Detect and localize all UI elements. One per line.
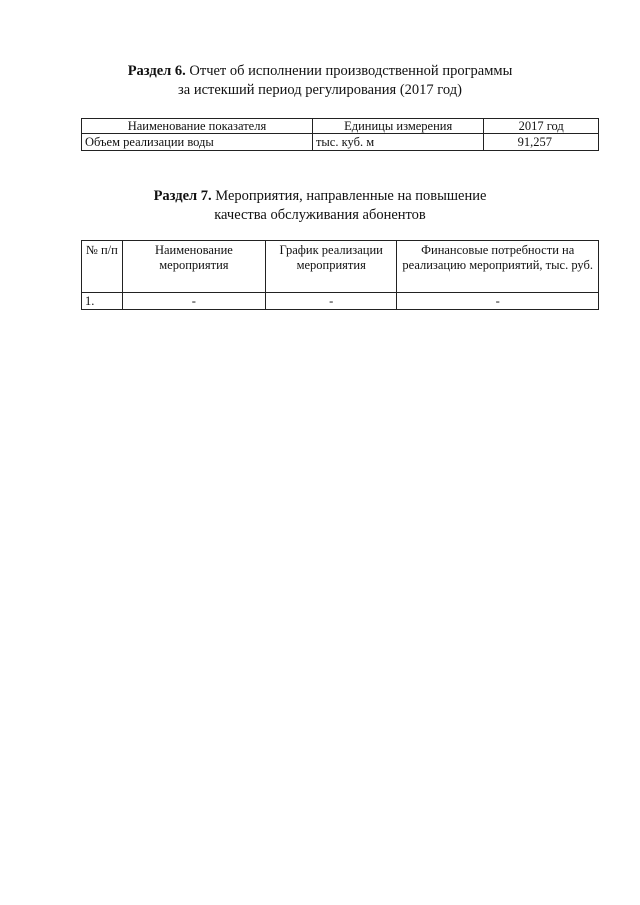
cell-schedule: - <box>266 293 397 310</box>
table-row <box>82 134 599 151</box>
section-7-heading-line1 <box>0 187 640 206</box>
column-header-schedule: График реализации мероприятия <box>266 241 397 293</box>
column-header-units: Единицы измерения <box>312 119 483 134</box>
production-program-report-table <box>81 118 599 151</box>
cell-number: 1. <box>82 293 123 310</box>
cell-financial-needs: - <box>397 293 599 310</box>
cell-units: тыс. куб. м <box>312 134 483 151</box>
table-header-row <box>82 241 599 293</box>
section-7-label: Раздел 7. <box>153 188 212 204</box>
section-6-label: Раздел 6. <box>127 63 186 79</box>
section-7-title: Мероприятия, направленные на повышение <box>211 188 487 204</box>
column-header-measure-name: Наименование мероприятия <box>122 241 265 293</box>
table-row <box>82 293 599 310</box>
column-header-indicator: Наименование показателя <box>82 119 313 134</box>
cell-measure-name: - <box>122 293 265 310</box>
section-6-heading-line2: за истекший период регулирования (2017 год) <box>178 82 462 98</box>
section-6-title: Отчет об исполнении производственной программы <box>185 63 513 79</box>
cell-indicator: Объем реализации воды <box>82 134 313 151</box>
section-7-heading <box>0 187 640 225</box>
column-header-financial-needs: Финансовые потребности на реализацию мероприятий, тыс. руб. <box>397 241 599 293</box>
section-6-heading-line1 <box>0 62 640 81</box>
measures-table <box>81 240 599 310</box>
column-header-number: № п/п <box>82 241 123 293</box>
column-header-year: 2017 год <box>484 119 599 134</box>
cell-value: 91,257 <box>484 134 599 151</box>
table-header-row <box>82 119 599 134</box>
section-6-heading <box>0 62 640 100</box>
section-7-heading-line2: качества обслуживания абонентов <box>214 207 426 223</box>
